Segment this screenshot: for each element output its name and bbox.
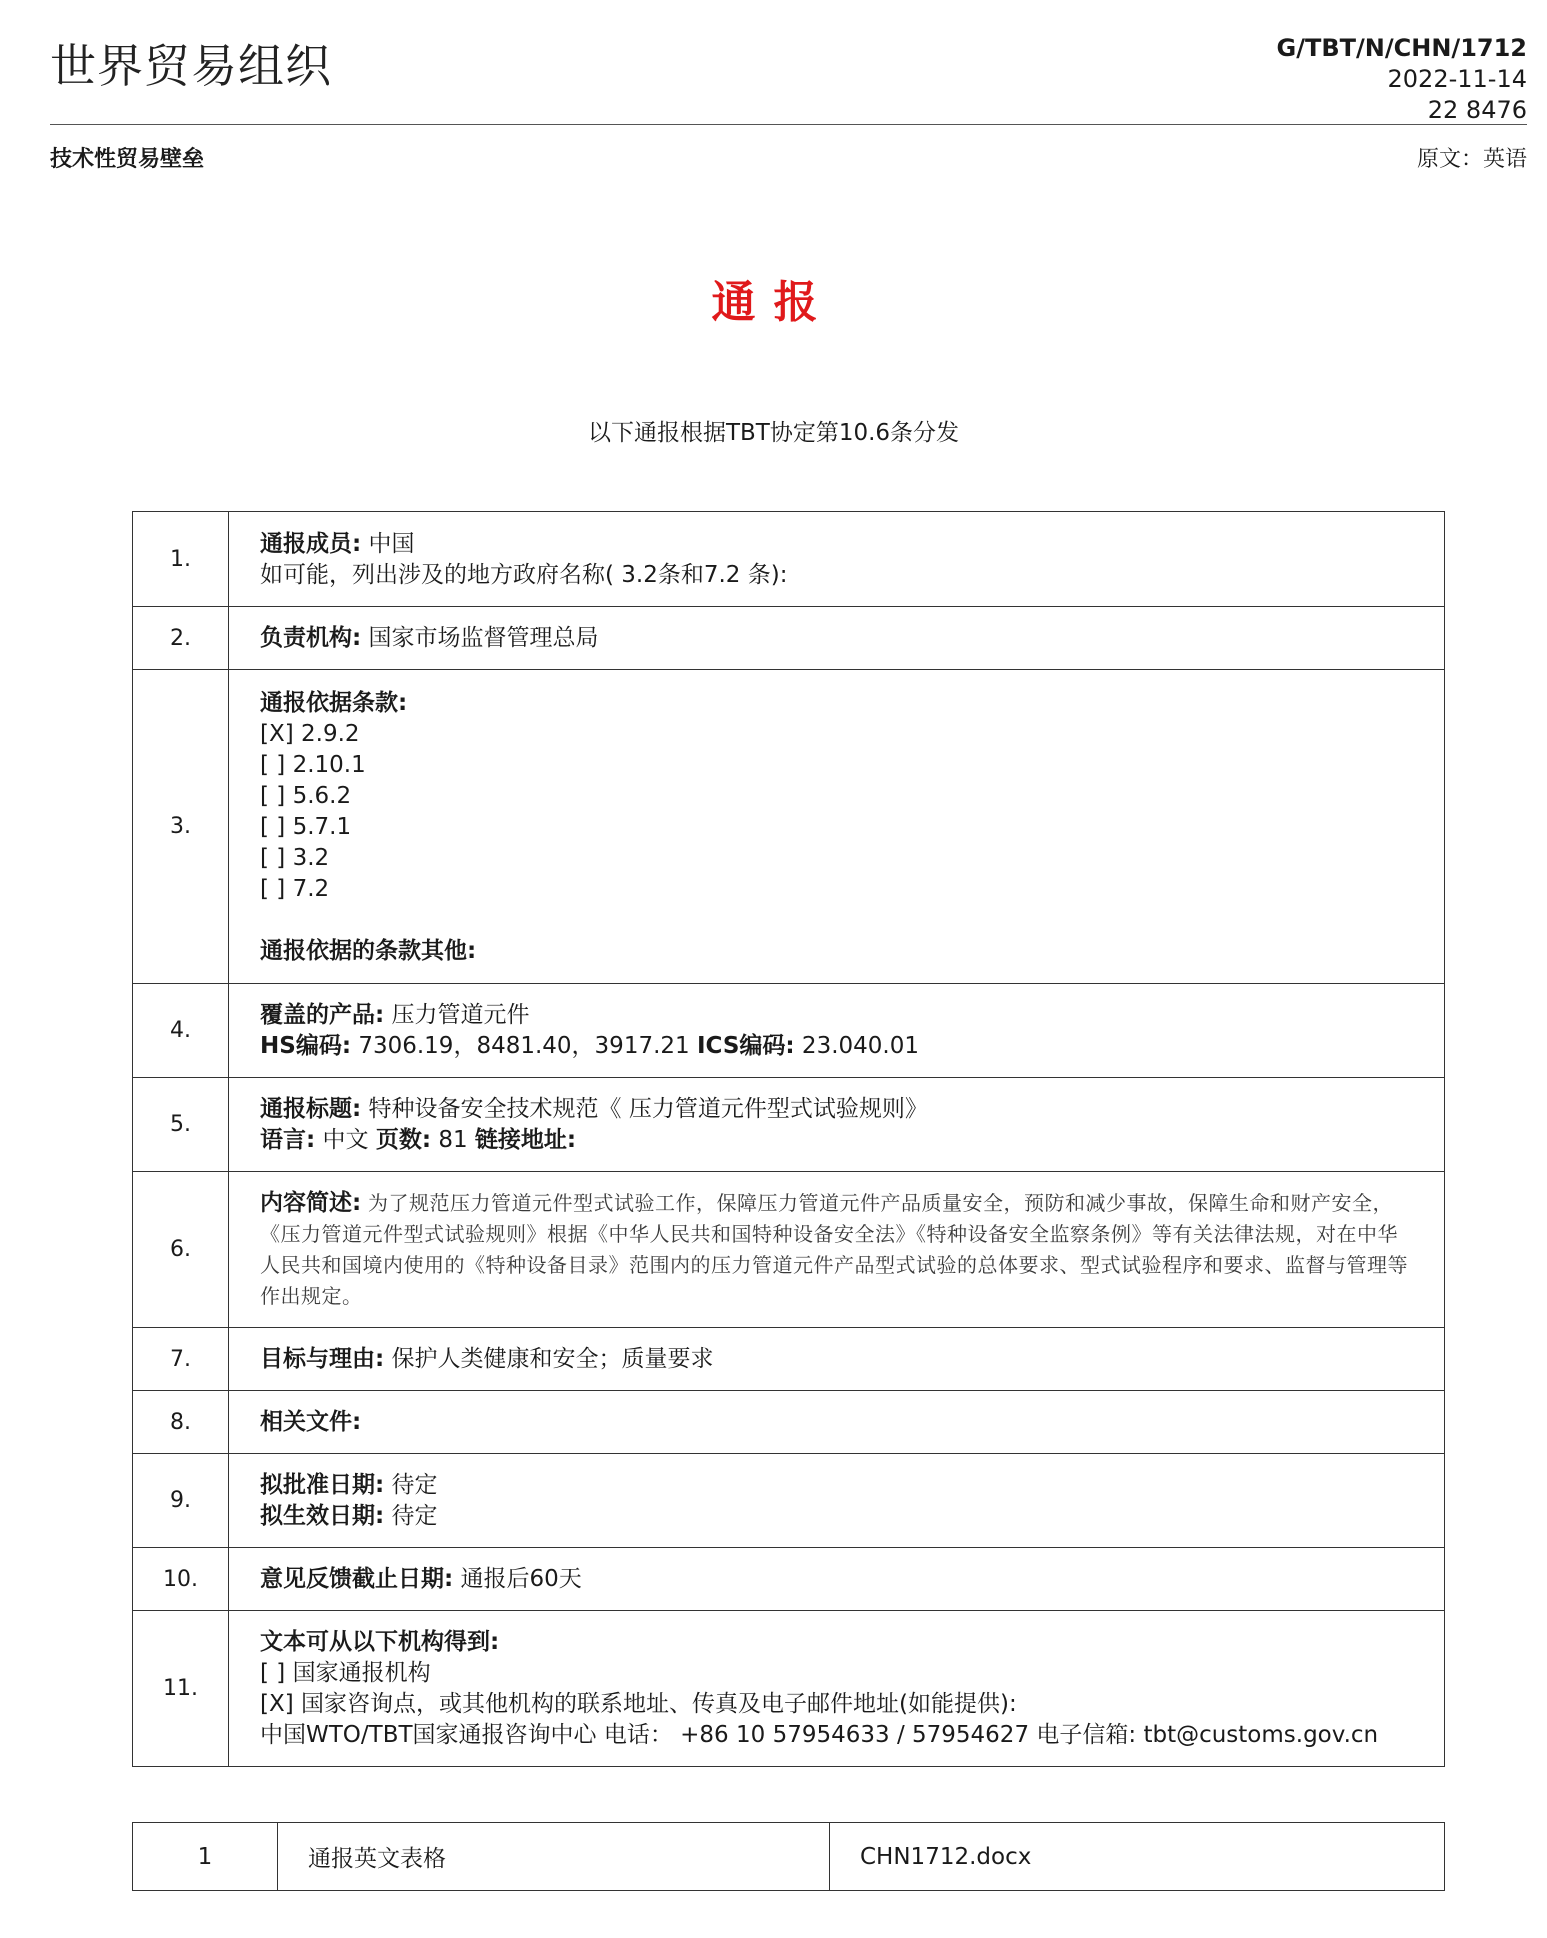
language-label: 语言: [260,1127,316,1153]
row-content [229,1078,1445,1172]
organization-name: 世界贸易组织 [50,39,332,93]
document-number: 22 8476 [1427,96,1527,124]
comments-deadline-label: 意见反馈截止日期: [260,1566,454,1592]
documents-label: 相关文件: [260,1409,362,1435]
spacer [260,905,1414,936]
row-content [229,670,1445,984]
attachment-file-link[interactable]: CHN1712.docx [830,1823,1445,1891]
text-available-label: 文本可从以下机构得到: [260,1629,500,1655]
table-row [133,512,1445,607]
row-number: 1. [133,512,229,607]
row-content [229,1328,1445,1391]
notification-title-value: 特种设备安全技术规范《 压力管道元件型式试验规则》 [361,1096,928,1122]
agency-label: 负责机构: [260,625,362,651]
notification-table [132,511,1445,1767]
entry-into-force-label: 拟生效日期: [260,1503,385,1529]
table-row [133,1328,1445,1391]
row-number: 8. [133,1391,229,1454]
hs-code-label: HS编码: [260,1033,352,1059]
agency-value: 国家市场监督管理总局 [361,625,599,651]
table-row [133,670,1445,984]
row-number: 3. [133,670,229,984]
ics-code-value: 23.040.01 [794,1033,919,1059]
products-value: 压力管道元件 [384,1002,530,1028]
row-content [229,512,1445,607]
table-row [133,1454,1445,1548]
row-content [229,607,1445,670]
page-title: 通报 [711,277,836,328]
entry-into-force-value: 待定 [384,1503,438,1529]
availability-option: [X] 国家咨询点，或其他机构的联系地址、传真及电子邮件地址(如能提供): [260,1691,1017,1717]
distribution-note: 以下通报根据TBT协定第10.6条分发 [587,420,960,446]
row-number: 2. [133,607,229,670]
row-content [229,1611,1445,1767]
objective-value: 保护人类健康和安全；质量要求 [384,1346,714,1372]
row-number: 11. [133,1611,229,1767]
products-label: 覆盖的产品: [260,1002,385,1028]
ics-code-label: ICS编码: [696,1033,795,1059]
hs-code-value: 7306.19，8481.40，3917.21 [351,1033,697,1059]
document-symbol: G/TBT/N/CHN/1712 [1276,34,1527,62]
attachment-table [132,1822,1445,1891]
basis-label: 通报依据条款: [260,689,408,716]
basis-option: [ ] 7.2 [260,875,330,902]
pages-value: 81 [431,1127,475,1153]
availability-option: [ ] 国家通报机构 [260,1660,431,1686]
link-label: 链接地址: [474,1127,577,1153]
row-number: 6. [133,1172,229,1328]
row-number: 5. [133,1078,229,1172]
table-row [133,1078,1445,1172]
table-row [133,607,1445,670]
basis-other-label: 通报依据的条款其他: [260,937,477,964]
basis-option: [ ] 2.10.1 [260,751,366,778]
table-row [133,1172,1445,1328]
objective-label: 目标与理由: [260,1346,385,1372]
language-value: 中文 [315,1127,376,1153]
adoption-date-value: 待定 [384,1472,438,1498]
summary-label: 内容简述: [260,1190,362,1216]
document-date: 2022-11-14 [1387,65,1527,93]
notification-title-label: 通报标题: [260,1096,362,1122]
row-content [229,1548,1445,1611]
committee-name: 技术性贸易壁垒 [50,147,205,172]
table-row [133,984,1445,1078]
basis-option: [ ] 5.6.2 [260,782,352,809]
notifying-member-value: 中国 [361,530,415,557]
row-number: 10. [133,1548,229,1611]
row-content [229,1454,1445,1548]
summary-value: 为了规范压力管道元件型式试验工作，保障压力管道元件产品质量安全，预防和减少事故，保障生命和财产安全，《压力管道元件型式试验规则》根据《中华人民共和国特种设备安全法》《特种设备安全监察条例》等有关法律法规，对在中华人民共和国境内使用的《特种设备目录》范围内的压力管道元件产品型式试验的总体要求、型式试验程序和要求、监督与管理等作出规定。 [260,1191,1408,1308]
table-row [133,1611,1445,1767]
original-language: 原文：英语 [1416,147,1527,172]
row-number: 4. [133,984,229,1078]
comments-deadline-value: 通报后60天 [453,1566,582,1592]
row-number: 7. [133,1328,229,1391]
notifying-member-label: 通报成员: [260,530,362,557]
row-content [229,1172,1445,1328]
pages-label: 页数: [375,1127,432,1153]
contact-info: 中国WTO/TBT国家通报咨询中心 电话： +86 10 57954633 / 57954627 电子信箱: tbt@customs.gov.cn [260,1722,1379,1748]
row-content [229,1391,1445,1454]
attachment-number: 1 [133,1823,278,1891]
row-content [229,984,1445,1078]
table-row [133,1823,1445,1891]
basis-option: [ ] 5.7.1 [260,813,352,840]
table-row [133,1391,1445,1454]
document-meta [1277,32,1527,126]
basis-option: [ ] 3.2 [260,844,330,871]
header-divider [50,124,1527,125]
local-government-text: 如可能，列出涉及的地方政府名称( 3.2条和7.2 条): [260,561,788,588]
adoption-date-label: 拟批准日期: [260,1472,385,1498]
table-row [133,1548,1445,1611]
basis-option: [X] 2.9.2 [260,720,360,747]
row-number: 9. [133,1454,229,1548]
attachment-description: 通报英文表格 [278,1823,830,1891]
